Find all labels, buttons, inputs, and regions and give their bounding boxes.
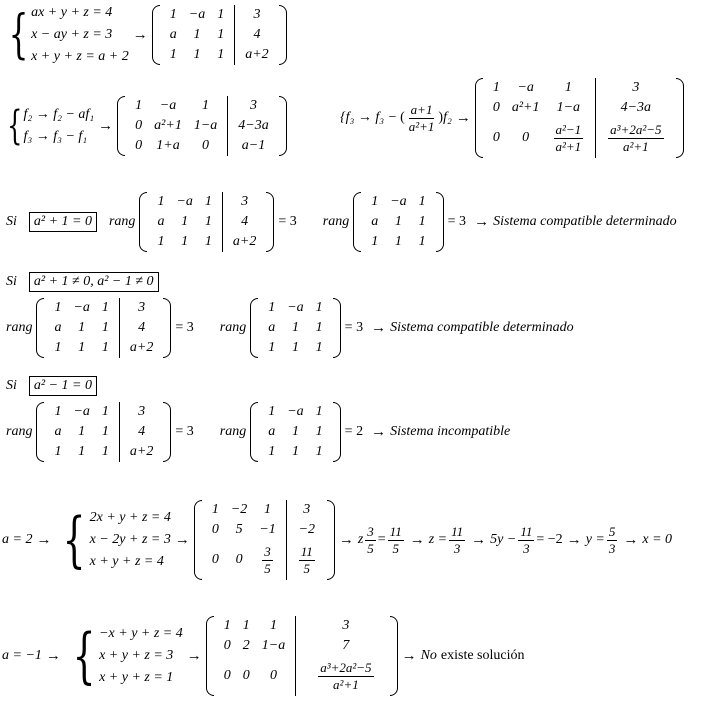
- si-label: Si: [6, 274, 17, 289]
- matrix-cell: a+2: [129, 444, 154, 459]
- matrix-cell: 1: [492, 80, 500, 95]
- matrix-cell: 1: [78, 340, 86, 355]
- matrix-cell: −a: [390, 194, 407, 209]
- fraction-denominator: 3: [523, 540, 530, 556]
- matrix-cell: 5: [235, 522, 243, 537]
- matrix-cell: 1: [217, 47, 225, 62]
- matrix-cell: 0: [269, 668, 277, 683]
- matrix-cell: 0: [492, 100, 500, 115]
- fraction-denominator: a²+1: [408, 118, 435, 134]
- arrow-symbol: →: [371, 319, 387, 336]
- case3-result: Sistema incompatible: [390, 424, 511, 439]
- rang-label: rang: [6, 424, 33, 439]
- matrix-cell: a+2: [129, 340, 154, 355]
- matrix-cell: [297, 540, 317, 580]
- si-label: Si: [6, 378, 17, 393]
- am1-matrix: [206, 616, 398, 696]
- equation-3: x + y + z = a + 2: [31, 49, 129, 64]
- case3-block: [2, 402, 510, 462]
- matrix-cell: 1: [169, 7, 177, 22]
- matrix-cell: 1: [268, 300, 276, 315]
- arrow-symbol: →: [186, 647, 202, 664]
- row-op-f2: f₂ → f₂ − af₁: [23, 107, 95, 122]
- matrix-cell: [260, 540, 275, 580]
- matrix-cell: 1: [315, 424, 323, 439]
- matrix-cell: 1−a: [193, 118, 218, 133]
- solve-step-z: z =: [428, 532, 448, 547]
- matrix-cell: 1: [371, 234, 379, 249]
- arrow-symbol: →: [45, 647, 61, 664]
- matrix-cell: 1: [101, 404, 109, 419]
- matrix-cell: 3: [303, 502, 311, 517]
- rang-label: rang: [6, 320, 33, 335]
- matrix-cell: 1: [315, 404, 323, 419]
- am1-result-no: No: [420, 648, 437, 663]
- matrix-cell: a²+1: [511, 100, 540, 115]
- equals-sign: =: [377, 532, 386, 547]
- matrix-cell: 1: [371, 194, 379, 209]
- matrix-cell: 0: [135, 138, 143, 153]
- arrow-symbol: →: [566, 531, 582, 548]
- matrix-cell: a: [54, 320, 62, 335]
- fraction-numerator: 3: [367, 523, 374, 539]
- arrow-symbol: →: [98, 117, 114, 134]
- fraction-numerator: a²−1: [555, 121, 582, 137]
- matrix-cell: 1: [315, 300, 323, 315]
- fraction-denominator: 5: [264, 560, 271, 576]
- matrix-cell: 1: [54, 300, 62, 315]
- matrix-cell: 1: [315, 444, 323, 459]
- matrix-cell: a: [54, 424, 62, 439]
- solve-step-y-eq: 5y −: [490, 532, 517, 547]
- matrix-cell: 1: [181, 214, 189, 229]
- row-op-f3-prefix: {f₃ → f₃ −: [340, 110, 398, 125]
- fraction: [518, 524, 534, 557]
- matrix-cell: 7: [342, 638, 350, 653]
- case3-augmented-matrix: [36, 402, 171, 462]
- case2-condition-line: [2, 272, 167, 292]
- matrix-cell: 1: [78, 424, 86, 439]
- fraction-denominator: 5: [367, 540, 374, 556]
- am1-lead: a = −1: [2, 648, 42, 663]
- case3-rank-coefficient: = 2: [344, 424, 364, 439]
- matrix-cell: 1: [169, 47, 177, 62]
- matrix-cell: 3: [632, 80, 640, 95]
- case2-rank-augmented: = 3: [175, 320, 194, 335]
- equation-2: x − ay + z = 3: [31, 27, 113, 42]
- case1-condition: a² + 1 = 0: [29, 212, 97, 232]
- fraction-denominator: a²+1: [555, 138, 582, 154]
- matrix-cell: 4: [138, 320, 146, 335]
- row-ops-step1-block: [2, 96, 287, 156]
- matrix-cell: 1: [54, 404, 62, 419]
- matrix-cell: −a: [188, 7, 206, 22]
- matrix-cell: 1: [101, 300, 109, 315]
- arrow-symbol: →: [338, 531, 354, 548]
- matrix-cell: 1: [268, 444, 276, 459]
- matrix-cell: 0: [223, 638, 231, 653]
- fraction-denominator: 5: [303, 560, 311, 576]
- matrix-cell: 1: [193, 27, 201, 42]
- rang-label: rang: [219, 424, 247, 439]
- matrix-cell: 0: [135, 118, 143, 133]
- matrix-cell: 0: [492, 130, 500, 145]
- matrix-cell: 3: [241, 194, 249, 209]
- fraction-numerator: a³+2a²−5: [610, 121, 662, 137]
- row-op-f2-suffix: f₂: [443, 110, 452, 125]
- rang-label: rang: [219, 320, 247, 335]
- matrix-cell: [552, 118, 586, 158]
- fraction-numerator: a+1: [410, 101, 433, 117]
- arrow-symbol: →: [409, 531, 425, 548]
- arrow-symbol: →: [36, 531, 52, 548]
- matrix-cell: 1: [211, 502, 219, 517]
- matrix-cell: −a: [73, 404, 90, 419]
- fraction: [449, 524, 465, 557]
- fraction-numerator: 3: [264, 543, 271, 559]
- initial-system: [2, 2, 129, 68]
- matrix-cell: 1: [291, 340, 299, 355]
- matrix-cell: 1: [223, 618, 231, 633]
- system-brace: {: [8, 5, 29, 65]
- matrix-cell: 3: [138, 404, 146, 419]
- matrix-cell: 1: [101, 320, 109, 335]
- matrix-cell: 1: [135, 98, 143, 113]
- matrix-cell: 2: [242, 638, 250, 653]
- a2-matrix: [194, 500, 335, 580]
- matrix-cell: 3: [253, 7, 261, 22]
- matrix-cell: 1: [394, 234, 402, 249]
- initial-augmented-matrix: [152, 5, 287, 65]
- matrix-cell: a: [169, 27, 177, 42]
- matrix-cell: 1: [217, 7, 225, 22]
- matrix-cell: −1: [259, 522, 276, 537]
- solve-step-x: x = 0: [642, 532, 673, 547]
- initial-system-block: [2, 2, 287, 68]
- case1-augmented-matrix: [139, 192, 274, 252]
- matrix-cell: a+2: [245, 47, 269, 62]
- matrix-cell: 0: [223, 668, 231, 683]
- row-op-step2-block: {f₃ → f₃ − ( $\frac{a+1}{\text{a²+1}}$ ) f₂ → 1 0 0 −a a²+1 0 1 1−a $\frac{\text{a²−1}}{\text{a²+1}}$ 3 4−3a $\frac{\text{a³+2a²−5}}{\text{a²+1}}$: [340, 78, 684, 158]
- matrix-cell: −a: [159, 98, 177, 113]
- equation-2: x + y + z = 3: [99, 648, 174, 663]
- matrix-cell: 1: [315, 340, 323, 355]
- matrix-cell: 1: [242, 618, 250, 633]
- matrix-cell: 1+a: [156, 138, 180, 153]
- fraction-denominator: 3: [608, 540, 616, 556]
- matrix-cell: −a: [517, 80, 534, 95]
- case2-rank-coefficient: = 3: [344, 320, 364, 335]
- fraction-denominator: 3: [453, 540, 461, 556]
- row-op-f3: f₃ → f₃ − f₁: [23, 129, 88, 144]
- matrix-step2: [475, 78, 684, 158]
- matrix-cell: a−1: [241, 138, 266, 153]
- matrix-cell: 1: [291, 424, 299, 439]
- matrix-cell: 1−a: [556, 100, 581, 115]
- case3-rank-augmented: = 3: [175, 424, 194, 439]
- matrix-cell: 1: [204, 214, 212, 229]
- matrix-cell: 4−3a: [620, 100, 652, 115]
- equation-3: x + y + z = 4: [89, 554, 164, 569]
- matrix-cell: 1−a: [261, 638, 286, 653]
- fraction-denominator: 5: [392, 540, 399, 556]
- fraction-numerator: 11: [389, 523, 402, 539]
- matrix-cell: 1: [157, 194, 165, 209]
- row-op-fraction: [407, 102, 437, 135]
- matrix-cell: −a: [176, 194, 193, 209]
- matrix-cell: 0: [242, 668, 250, 683]
- matrix-cell: 0: [211, 552, 219, 567]
- am1-result-rest: existe solución: [440, 648, 525, 663]
- equation-2: x − 2y + z = 3: [89, 532, 171, 547]
- matrix-cell: 1: [268, 340, 276, 355]
- matrix-cell: a+2: [232, 234, 257, 249]
- fraction-numerator: 11: [520, 523, 533, 539]
- arrow-symbol: →: [474, 213, 490, 230]
- matrix-cell: 1: [291, 444, 299, 459]
- case1-rank-augmented: = 3: [278, 214, 297, 229]
- arrow-symbol: →: [623, 531, 639, 548]
- case1-rank-coefficient: = 3: [447, 214, 467, 229]
- matrix-cell: 1: [78, 320, 86, 335]
- matrix-cell: a: [371, 214, 379, 229]
- matrix-cell: 4−3a: [238, 118, 269, 133]
- a2-lead: a = 2: [2, 532, 33, 547]
- matrix-cell: 3: [250, 98, 257, 113]
- matrix-cell: 0: [522, 130, 530, 145]
- arrow-symbol: →: [471, 531, 487, 548]
- matrix-cell: 0: [211, 522, 219, 537]
- matrix-cell: 1: [394, 214, 402, 229]
- fraction-numerator: 5: [608, 523, 616, 539]
- a-equals-2-block: [2, 500, 672, 580]
- a2-system: { 2x + y + z = 4 x − 2y + z = 3 x + y + z = 4: [63, 505, 171, 575]
- matrix-cell: 1: [418, 234, 426, 249]
- case1-block: [2, 192, 677, 252]
- matrix-cell: 1: [181, 234, 189, 249]
- matrix-step1: [117, 96, 287, 156]
- matrix-cell: 3: [138, 300, 146, 315]
- fraction: [607, 524, 618, 557]
- fraction-numerator: 11: [300, 543, 313, 559]
- matrix-cell: 1: [418, 194, 426, 209]
- matrix-cell: a²+1: [154, 118, 182, 133]
- arrow-symbol: →: [455, 109, 471, 126]
- solve-step-y: y =: [585, 532, 605, 547]
- case2-condition: a² + 1 ≠ 0, a² − 1 ≠ 0: [29, 272, 159, 292]
- matrix-cell: 1: [564, 80, 572, 95]
- case2-augmented-matrix: [36, 298, 171, 358]
- equation-1: −x + y + z = 4: [99, 626, 183, 641]
- equation-1: ax + y + z = 4: [31, 5, 113, 20]
- matrix-cell: −a: [287, 300, 304, 315]
- matrix-cell: 0: [235, 552, 243, 567]
- matrix-cell: 1: [54, 444, 62, 459]
- matrix-cell: 1: [268, 404, 276, 419]
- matrix-cell: 1: [101, 444, 109, 459]
- rang-label: rang: [108, 214, 136, 229]
- arrow-symbol: →: [174, 531, 190, 548]
- matrix-cell: a: [157, 214, 165, 229]
- case3-coefficient-matrix: [250, 402, 340, 462]
- matrix-cell: −a: [73, 300, 90, 315]
- case2-block: [2, 298, 574, 358]
- case2-coefficient-matrix: [250, 298, 340, 358]
- matrix-cell: 1: [418, 214, 426, 229]
- matrix-cell: −2: [230, 502, 248, 517]
- matrix-cell: [606, 118, 665, 158]
- matrix-cell: 1: [315, 320, 323, 335]
- matrix-cell: 1: [204, 194, 212, 209]
- matrix-cell: −2: [298, 522, 316, 537]
- arrow-symbol: →: [132, 26, 148, 43]
- row-operations-1: { f₂ → f₂ − af₁ f₃ → f₃ − f₁: [7, 103, 95, 149]
- matrix-cell: 0: [202, 138, 210, 153]
- matrix-cell: 3: [342, 618, 350, 633]
- matrix-cell: a: [268, 424, 276, 439]
- arrow-symbol: →: [371, 423, 387, 440]
- matrix-cell: 1: [157, 234, 165, 249]
- case2-result: Sistema compatible determinado: [390, 320, 574, 335]
- matrix-cell: [316, 656, 375, 696]
- equation-3: x + y + z = 1: [99, 670, 174, 685]
- am1-system: { −x + y + z = 4 x + y + z = 3 x + y + z = 1: [72, 621, 183, 691]
- matrix-cell: 1: [269, 618, 277, 633]
- equals-neg-two: = −2: [536, 532, 563, 547]
- si-label: Si: [6, 214, 17, 229]
- fraction-numerator: 11: [451, 523, 464, 539]
- matrix-cell: 4: [138, 424, 146, 439]
- fraction: [365, 524, 376, 557]
- matrix-cell: 1: [54, 340, 62, 355]
- matrix-cell: 4: [241, 214, 249, 229]
- a-equals-minus1-block: [2, 616, 525, 696]
- matrix-cell: 1: [101, 340, 109, 355]
- case1-coefficient-matrix: [353, 192, 443, 252]
- rang-label: rang: [322, 214, 350, 229]
- matrix-cell: 1: [217, 27, 225, 42]
- matrix-cell: 1: [291, 320, 299, 335]
- matrix-cell: 1: [264, 502, 272, 517]
- fraction-denominator: a²+1: [333, 676, 359, 692]
- matrix-cell: 1: [101, 424, 109, 439]
- fraction-numerator: a³+2a²−5: [320, 659, 372, 675]
- matrix-cell: 1: [78, 444, 86, 459]
- arrow-symbol: →: [401, 647, 417, 664]
- solve-step-z-var: z: [357, 532, 364, 547]
- case3-condition-line: [2, 376, 105, 396]
- matrix-cell: −a: [287, 404, 304, 419]
- case3-condition: a² − 1 = 0: [29, 376, 97, 396]
- fraction-denominator: a²+1: [623, 138, 649, 154]
- matrix-cell: 1: [193, 47, 201, 62]
- fraction: [388, 524, 404, 557]
- equation-1: 2x + y + z = 4: [89, 510, 171, 525]
- matrix-cell: 4: [253, 27, 261, 42]
- case1-result: Sistema compatible determinado: [493, 214, 677, 229]
- matrix-cell: a: [268, 320, 276, 335]
- matrix-cell: 1: [202, 98, 210, 113]
- matrix-cell: 1: [204, 234, 212, 249]
